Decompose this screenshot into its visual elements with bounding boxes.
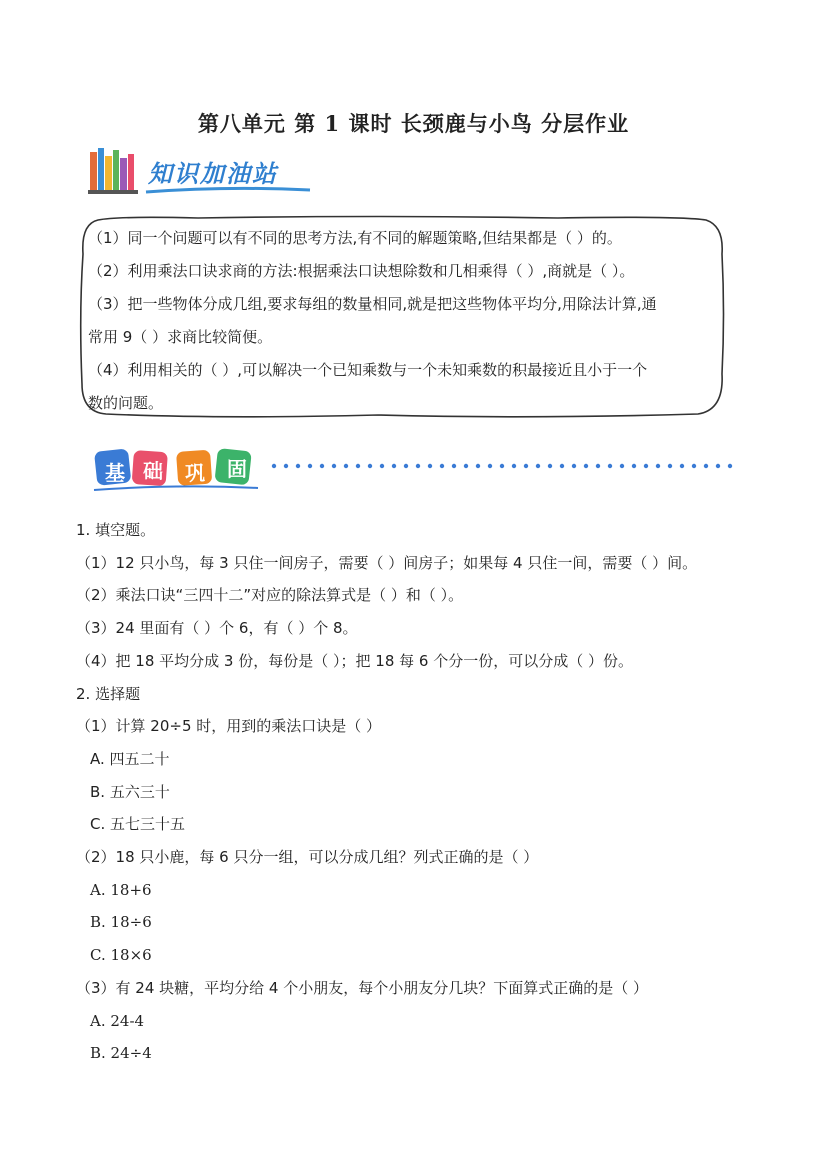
option: C. 五七三十五: [90, 815, 186, 834]
question-2-1-stem: （1）计算 20÷5 时，用到的乘法口诀是（ ）: [76, 717, 382, 736]
page-title: 第八单元 第 1 课时 长颈鹿与小鸟 分层作业: [197, 111, 630, 136]
option: C. 18×6: [90, 946, 152, 965]
question-1-item: （1）12 只小鸟，每 3 只住一间房子，需要（ ）间房子；如果每 4 只住一间，需要（ ）间。: [76, 553, 698, 572]
knowledge-banner-title: 知识加油站: [148, 160, 278, 188]
knowledge-line: （1）同一个问题可以有不同的思考方法,有不同的解题策略,但结果都是（ ）的。: [88, 229, 622, 247]
question-1-item: （3）24 里面有（ ）个 6，有（ ）个 8。: [76, 619, 358, 638]
question-2-3-stem: （3）有 24 块糖，平均分给 4 个小朋友，每个小朋友分几块？下面算式正确的是（ ）: [76, 978, 649, 997]
option: A. 24-4: [90, 1011, 145, 1030]
knowledge-line: （2）利用乘法口诀求商的方法:根据乘法口诀想除数和几相乘得（ ）,商就是（ ）。: [88, 262, 635, 280]
knowledge-line: （4）利用相关的（ ）,可以解决一个已知乘数与一个未知乘数的积最接近且小于一个: [88, 361, 648, 379]
question-1-item: （4）把 18 平均分成 3 份，每份是（ ）；把 18 每 6 个分一份，可以分成（ ）份。: [76, 651, 633, 670]
basics-char: 础: [143, 459, 163, 483]
knowledge-banner: [88, 146, 318, 198]
questions: [76, 514, 776, 1070]
question-2-heading: 2. 选择题: [76, 684, 141, 703]
basics-char: 巩: [185, 461, 205, 485]
option: B. 五六三十: [90, 782, 170, 801]
question-1-heading: 1. 填空题。: [76, 521, 156, 539]
option: A. 四五二十: [90, 749, 170, 768]
knowledge-line: 数的问题。: [88, 394, 164, 412]
question-2-2-stem: （2）18 只小鹿，每 6 只分一组，可以分成几组？列式正确的是（ ）: [76, 848, 539, 867]
knowledge-line: 常用 9（ ）求商比较简便。: [88, 328, 273, 346]
basics-char: 基: [105, 461, 125, 485]
option: B. 24÷4: [90, 1044, 152, 1063]
knowledge-lines: [88, 222, 720, 420]
option: B. 18÷6: [90, 913, 152, 932]
basics-banner: [88, 442, 748, 494]
option: A. 18+6: [90, 880, 152, 899]
basics-char: 固: [227, 457, 247, 481]
knowledge-line: （3）把一些物体分成几组,要求每组的数量相同,就是把这些物体平均分,用除法计算,通: [88, 295, 657, 313]
question-1-item: （2）乘法口诀“三四十二”对应的除法算式是（ ）和（ ）。: [76, 586, 464, 605]
